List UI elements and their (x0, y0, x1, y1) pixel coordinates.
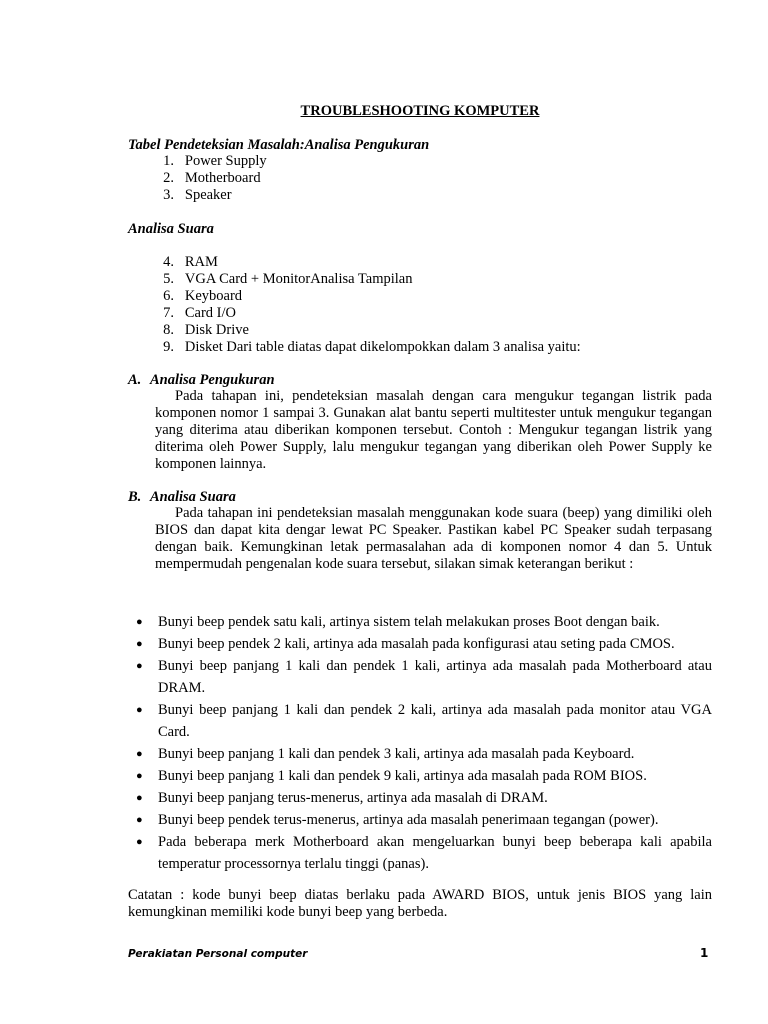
list-item: 7. Card I/O (163, 305, 237, 321)
list-item: 5. VGA Card + MonitorAnalisa Tampilan (163, 271, 413, 287)
section-a-heading: A. Analisa Pengukuran (128, 372, 275, 388)
section-b-heading: B. Analisa Suara (128, 489, 236, 505)
bullet-icon: ● (136, 792, 143, 804)
bullet-icon: ● (136, 836, 143, 848)
bullet-icon: ● (136, 814, 143, 826)
bullet-icon: ● (136, 616, 143, 628)
bullet-icon: ● (136, 638, 143, 650)
list-item: ● Bunyi beep panjang 1 kali dan pendek 2 kali, artinya ada masalah pada monitor atau VGA Card. (134, 699, 712, 743)
list-item: 4. RAM (163, 254, 218, 270)
component-list-1 (128, 153, 267, 204)
list-item: ● Bunyi beep pendek terus-menerus, artinya ada masalah penerimaan tegangan (power). (134, 809, 712, 831)
bullet-icon: ● (136, 704, 143, 716)
bullet-icon: ● (136, 748, 143, 760)
table-heading: Tabel Pendeteksian Masalah:Analisa Pengukuran (128, 137, 430, 153)
list-item: 1. Power Supply (163, 153, 267, 169)
list-item: 2. Motherboard (163, 170, 261, 186)
list-item: 9. Disket Dari table diatas dapat dikelompokkan dalam 3 analisa yaitu: (163, 339, 581, 355)
footer-title: Perakiatan Personal computer (128, 948, 308, 960)
page-number: 1 (700, 946, 709, 960)
note-paragraph: Catatan : kode bunyi beep diatas berlaku pada AWARD BIOS, untuk jenis BIOS yang lain kemungkinan memiliki kode bunyi beep yang berbeda. (128, 887, 712, 920)
beep-code-list (134, 611, 712, 875)
list-item: ● Bunyi beep pendek 2 kali, artinya ada masalah pada konfigurasi atau seting pada CMOS. (134, 633, 712, 655)
list-item: ● Pada beberapa merk Motherboard akan mengeluarkan bunyi beep beberapa kali apabila temperatur processornya terlalu tinggi (panas). (134, 831, 712, 875)
list-item: ● Bunyi beep panjang 1 kali dan pendek 9 kali, artinya ada masalah pada ROM BIOS. (134, 765, 712, 787)
bullet-icon: ● (136, 770, 143, 782)
list-item: 3. Speaker (163, 187, 232, 203)
bullet-icon: ● (136, 660, 143, 672)
list-item: ● Bunyi beep panjang 1 kali dan pendek 3 kali, artinya ada masalah pada Keyboard. (134, 743, 712, 765)
page-title: TROUBLESHOOTING KOMPUTER (300, 103, 540, 119)
section-b-paragraph: Pada tahapan ini pendeteksian masalah menggunakan kode suara (beep) yang dimiliki oleh BIOS dan dapat kita dengar lewat PC Speaker. Pastikan kabel PC Speaker sudah terpasang dengan baik. Kemungkinan letak permasalahan ada di komponen nomor 4 dan 5. Untuk mempermudah pengenalan kode suara tersebut, silakan simak keterangan berikut : (155, 505, 712, 572)
list-item: 8. Disk Drive (163, 322, 249, 338)
list-item: ● Bunyi beep pendek satu kali, artinya sistem telah melakukan proses Boot dengan baik. (134, 611, 712, 633)
analisa-suara-heading: Analisa Suara (128, 221, 214, 237)
list-item: ● Bunyi beep panjang terus-menerus, artinya ada masalah di DRAM. (134, 787, 712, 809)
component-list-2 (128, 254, 581, 356)
list-item: ● Bunyi beep panjang 1 kali dan pendek 1 kali, artinya ada masalah pada Motherboard atau DRAM. (134, 655, 712, 699)
list-item: 6. Keyboard (163, 288, 243, 304)
section-a-paragraph: Pada tahapan ini, pendeteksian masalah dengan cara mengukur tegangan listrik pada komponen nomor 1 sampai 3. Gunakan alat bantu seperti multitester untuk mengukur tegangan yang diterima atau diberikan komponen tersebut. Contoh : Mengukur tegangan listrik yang diterima oleh Power Supply, lalu mengukur tegangan yang diberikan oleh Power Supply ke komponen lainnya. (155, 388, 712, 472)
